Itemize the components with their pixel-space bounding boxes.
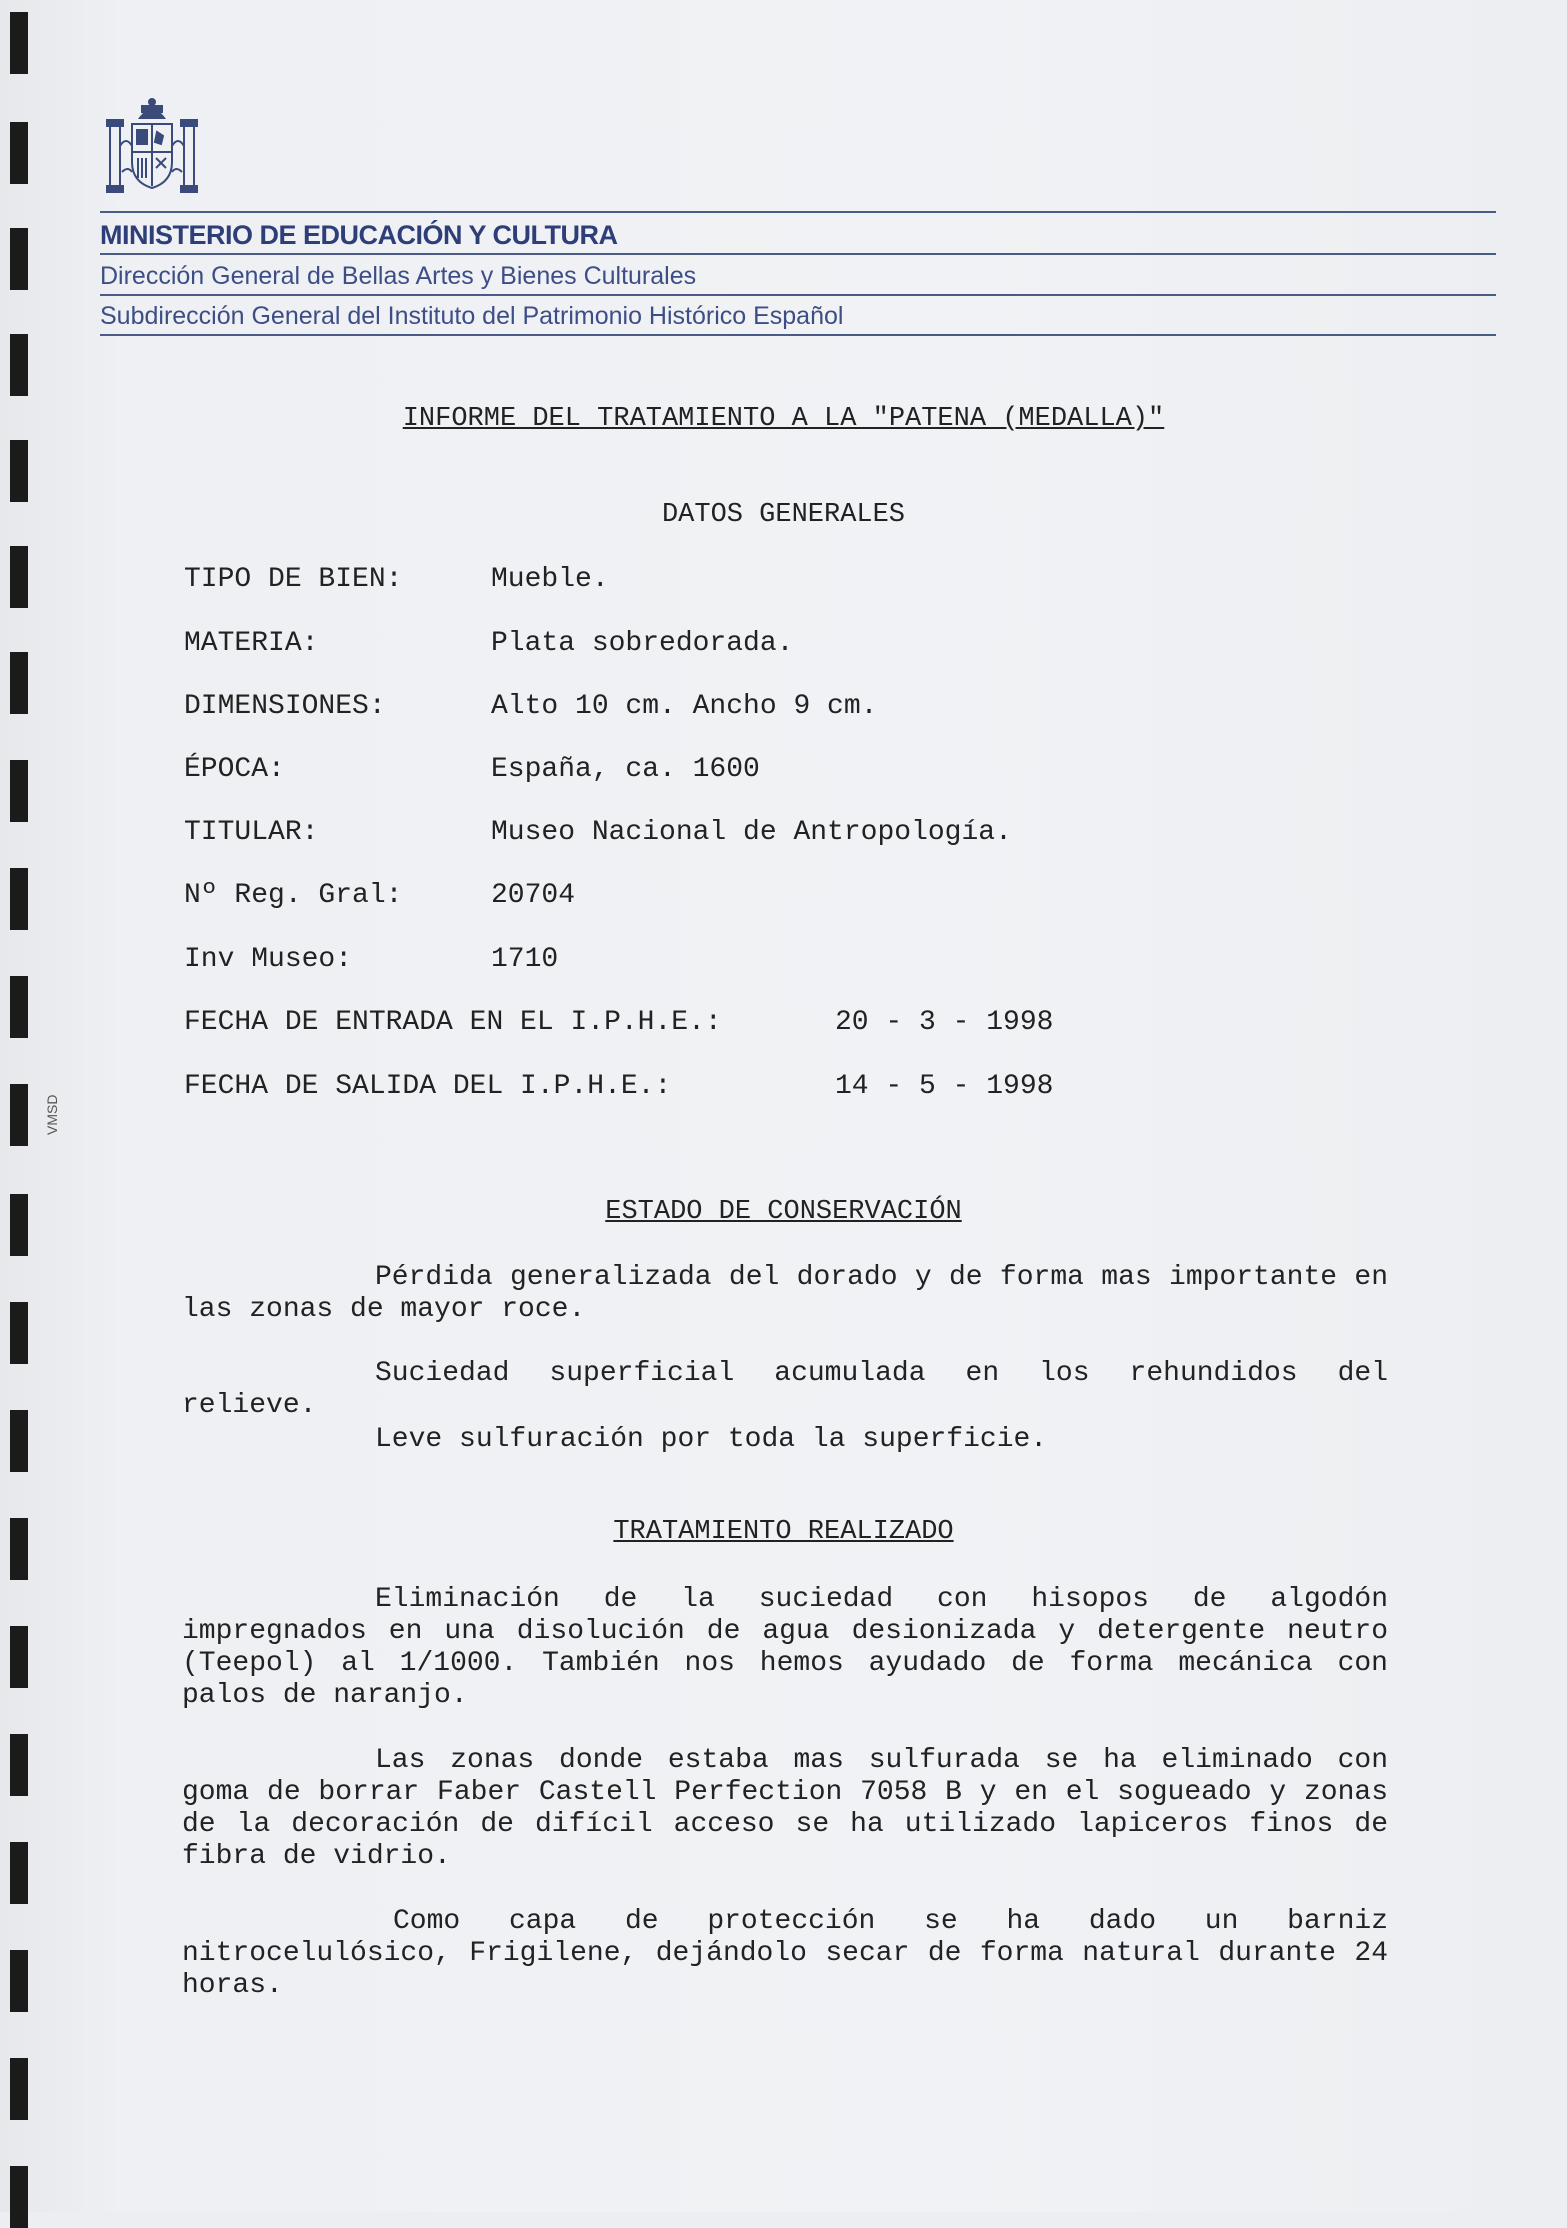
- estado-text-2: Suciedad superficial acumulada en los rehundidos del relieve.: [182, 1358, 1388, 1421]
- section-heading-tratamiento-text: TRATAMIENTO REALIZADO: [613, 1517, 954, 1547]
- binding-hole: [10, 760, 28, 822]
- binding-hole: [10, 122, 28, 184]
- binding-hole: [10, 1084, 28, 1146]
- section-heading-tratamiento: [0, 1517, 1567, 1547]
- header-rule: [100, 211, 1496, 213]
- section-heading-datos-text: DATOS GENERALES: [661, 500, 906, 530]
- data-label: ÉPOCA:: [184, 754, 285, 785]
- tratamiento-text-3: Como capa de protección se ha dado un barniz nitrocelulósico, Frigilene, dejándolo secar de forma natural durante 24 horas.: [182, 1906, 1388, 2001]
- binding-hole: [10, 12, 28, 74]
- binding-hole: [10, 228, 28, 290]
- tratamiento-text-1: Eliminación de la suciedad con hisopos de algodón impregnados en una disolución de agua desionizada y detergente neutro (Teepol) al 1/1000. También nos hemos ayudado de forma mecánica con palos de naranjo.: [182, 1584, 1388, 1711]
- data-label: DIMENSIONES:: [184, 691, 386, 722]
- data-label: FECHA DE SALIDA DEL I.P.H.E.:: [184, 1071, 672, 1102]
- direccion-general: Dirección General de Bellas Artes y Bienes Culturales: [100, 262, 697, 290]
- estado-text-3: Leve sulfuración por toda la superficie.: [375, 1424, 1048, 1455]
- data-value: 14 - 5 - 1998: [835, 1071, 1054, 1102]
- binding-hole: [10, 2166, 28, 2228]
- estado-text-1: Pérdida generalizada del dorado y de forma mas importante en las zonas de mayor roce.: [182, 1262, 1388, 1325]
- binding-hole: [10, 868, 28, 930]
- binding-hole: [10, 1302, 28, 1364]
- data-label: MATERIA:: [184, 628, 319, 659]
- binding-hole: [10, 2058, 28, 2120]
- tratamiento-paragraph-2: [182, 1745, 1388, 1873]
- data-value: Alto 10 cm. Ancho 9 cm.: [491, 691, 878, 722]
- data-value: Museo Nacional de Antropología.: [491, 817, 1012, 848]
- data-label: Inv Museo:: [184, 944, 353, 975]
- binding-hole: [10, 976, 28, 1038]
- tratamiento-text-2: Las zonas donde estaba mas sulfurada se ha eliminado con goma de borrar Faber Castell Perfection 7058 B y en el sogueado y zonas de la decoración de difícil acceso se ha utilizado lapiceros finos de fibra de vidrio.: [182, 1745, 1388, 1872]
- binding-hole: [10, 1950, 28, 2012]
- data-label: Nº Reg. Gral:: [184, 880, 403, 911]
- header-rule: [100, 294, 1496, 296]
- section-heading-datos: [0, 500, 1567, 530]
- tratamiento-paragraph-3: [182, 1906, 1388, 2002]
- data-label: FECHA DE ENTRADA EN EL I.P.H.E.:: [184, 1007, 722, 1038]
- data-value: 1710: [491, 944, 559, 975]
- data-label: TIPO DE BIEN:: [184, 564, 403, 595]
- report-title: INFORME DEL TRATAMIENTO A LA "PATENA (MEDALLA)": [402, 404, 1165, 434]
- side-label: VMSD: [44, 1094, 60, 1136]
- binding-hole: [10, 1626, 28, 1688]
- data-value: Mueble.: [491, 564, 609, 595]
- tratamiento-paragraph-1: [182, 1584, 1388, 1712]
- binding-holes: [10, 0, 30, 2212]
- data-value: 20704: [491, 880, 576, 911]
- estado-paragraph-3: [182, 1424, 1388, 1456]
- estado-paragraph-2: [182, 1358, 1388, 1422]
- data-value: Plata sobredorada.: [491, 628, 794, 659]
- binding-hole: [10, 440, 28, 502]
- binding-hole: [10, 334, 28, 396]
- data-value: España, ca. 1600: [491, 754, 760, 785]
- binding-hole: [10, 546, 28, 608]
- data-label: TITULAR:: [184, 817, 319, 848]
- estado-paragraph-1: [182, 1262, 1388, 1326]
- section-heading-estado: [0, 1197, 1567, 1227]
- binding-hole: [10, 652, 28, 714]
- binding-hole: [10, 1410, 28, 1472]
- binding-hole: [10, 1842, 28, 1904]
- binding-hole: [10, 1734, 28, 1796]
- ministry-name: MINISTERIO DE EDUCACIÓN Y CULTURA: [100, 220, 618, 250]
- header-rule: [100, 334, 1496, 336]
- data-value: 20 - 3 - 1998: [835, 1007, 1054, 1038]
- section-heading-estado-text: ESTADO DE CONSERVACIÓN: [605, 1197, 962, 1227]
- subdireccion-general: Subdirección General del Instituto del Patrimonio Histórico Español: [100, 302, 844, 330]
- coat-of-arms-icon: [102, 96, 202, 200]
- header-rule: [100, 253, 1496, 255]
